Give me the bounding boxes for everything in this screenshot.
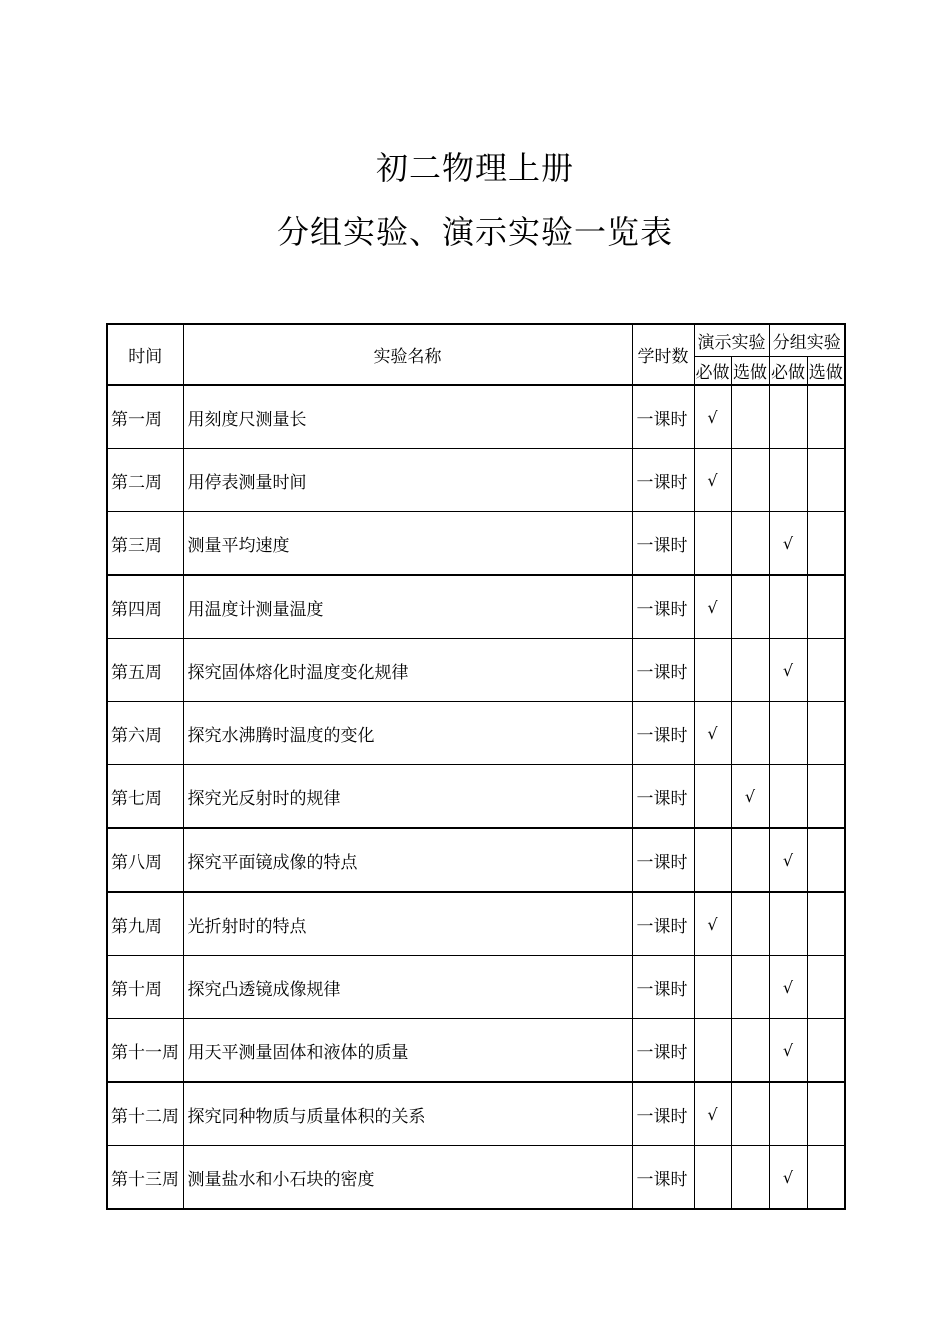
- table-row: [107, 828, 845, 892]
- table-cell-week: 第五周: [107, 639, 183, 702]
- table-cell-group-required: [769, 575, 807, 639]
- table-cell-demo-required: [694, 956, 731, 1019]
- table-cell-demo-required: [694, 828, 731, 892]
- table-cell-group-required: √: [769, 512, 807, 576]
- table-cell-group-optional: [807, 449, 845, 512]
- table-cell-demo-required: [694, 1146, 731, 1210]
- table-cell-group-optional: [807, 1019, 845, 1083]
- table-cell-group-optional: [807, 385, 845, 449]
- table-cell-week: 第十二周: [107, 1082, 183, 1146]
- table-cell-name: 用停表测量时间: [183, 449, 632, 512]
- table-cell-name: 探究光反射时的规律: [183, 765, 632, 829]
- table-cell-demo-required: [694, 765, 731, 829]
- table-cell-demo-required: √: [694, 1082, 731, 1146]
- table-cell-demo-required: √: [694, 892, 731, 956]
- header-group: 分组实验: [769, 324, 845, 357]
- table-row: [107, 575, 845, 639]
- table-cell-name: 探究固体熔化时温度变化规律: [183, 639, 632, 702]
- table-cell-group-optional: [807, 575, 845, 639]
- table-cell-week: 第二周: [107, 449, 183, 512]
- table-cell-name: 测量盐水和小石块的密度: [183, 1146, 632, 1210]
- table-cell-demo-optional: √: [731, 765, 769, 829]
- table-cell-hours: 一课时: [632, 1146, 694, 1210]
- table-cell-week: 第十周: [107, 956, 183, 1019]
- table-cell-demo-required: √: [694, 449, 731, 512]
- table-cell-demo-required: √: [694, 702, 731, 765]
- header-group-required: 必做: [769, 357, 807, 386]
- table-cell-group-optional: [807, 892, 845, 956]
- table-cell-name: 探究水沸腾时温度的变化: [183, 702, 632, 765]
- table-cell-group-required: √: [769, 1019, 807, 1083]
- table-cell-hours: 一课时: [632, 449, 694, 512]
- header-group-optional: 选做: [807, 357, 845, 386]
- table-row: [107, 892, 845, 956]
- table-cell-group-optional: [807, 512, 845, 576]
- table-cell-demo-optional: [731, 449, 769, 512]
- table-cell-demo-required: [694, 512, 731, 576]
- table-cell-demo-optional: [731, 702, 769, 765]
- table-cell-demo-optional: [731, 575, 769, 639]
- header-time: 时间: [107, 324, 183, 385]
- experiment-table: [106, 323, 846, 1210]
- table-row: [107, 449, 845, 512]
- table-cell-demo-optional: [731, 1146, 769, 1210]
- table-cell-hours: 一课时: [632, 828, 694, 892]
- table-row: [107, 765, 845, 829]
- table-row: [107, 1019, 845, 1083]
- table-cell-hours: 一课时: [632, 639, 694, 702]
- table-cell-name: 用刻度尺测量长: [183, 385, 632, 449]
- table-cell-demo-optional: [731, 639, 769, 702]
- table-cell-group-optional: [807, 828, 845, 892]
- table-cell-demo-required: [694, 1019, 731, 1083]
- table-cell-demo-optional: [731, 1082, 769, 1146]
- table-cell-name: 测量平均速度: [183, 512, 632, 576]
- page-subtitle: 分组实验、演示实验一览表: [276, 213, 673, 251]
- table-row: [107, 956, 845, 1019]
- table-cell-week: 第八周: [107, 828, 183, 892]
- table-cell-name: 用温度计测量温度: [183, 575, 632, 639]
- table-cell-week: 第七周: [107, 765, 183, 829]
- table-cell-group-required: [769, 385, 807, 449]
- table-cell-name: 光折射时的特点: [183, 892, 632, 956]
- table-cell-group-optional: [807, 702, 845, 765]
- table-cell-name: 探究同种物质与质量体积的关系: [183, 1082, 632, 1146]
- page-title: 初二物理上册: [375, 149, 574, 187]
- table-cell-demo-required: [694, 639, 731, 702]
- table-cell-group-optional: [807, 1146, 845, 1210]
- table-cell-demo-optional: [731, 956, 769, 1019]
- table-cell-group-required: √: [769, 639, 807, 702]
- table-cell-name: 探究平面镜成像的特点: [183, 828, 632, 892]
- table-cell-hours: 一课时: [632, 512, 694, 576]
- table-cell-group-required: [769, 1082, 807, 1146]
- table-cell-week: 第六周: [107, 702, 183, 765]
- header-name: 实验名称: [183, 324, 632, 385]
- table-cell-demo-required: √: [694, 575, 731, 639]
- table-cell-group-optional: [807, 1082, 845, 1146]
- table-cell-demo-optional: [731, 1019, 769, 1083]
- header-demo-required: 必做: [694, 357, 731, 386]
- table-cell-hours: 一课时: [632, 892, 694, 956]
- table-cell-week: 第十一周: [107, 1019, 183, 1083]
- table-cell-hours: 一课时: [632, 575, 694, 639]
- header-demo-optional: 选做: [731, 357, 769, 386]
- table-cell-week: 第一周: [107, 385, 183, 449]
- table-cell-hours: 一课时: [632, 702, 694, 765]
- table-cell-group-required: √: [769, 1146, 807, 1210]
- table-cell-group-required: [769, 449, 807, 512]
- table-cell-hours: 一课时: [632, 1019, 694, 1083]
- table-cell-group-optional: [807, 765, 845, 829]
- table-cell-demo-optional: [731, 892, 769, 956]
- table-cell-group-required: [769, 765, 807, 829]
- table-cell-name: 探究凸透镜成像规律: [183, 956, 632, 1019]
- table-cell-demo-optional: [731, 828, 769, 892]
- header-hours: 学时数: [632, 324, 694, 385]
- table-cell-week: 第四周: [107, 575, 183, 639]
- table-cell-demo-required: √: [694, 385, 731, 449]
- table-row: [107, 385, 845, 449]
- table-cell-group-required: √: [769, 828, 807, 892]
- table-cell-week: 第三周: [107, 512, 183, 576]
- table-row: [107, 512, 845, 576]
- table-cell-hours: 一课时: [632, 956, 694, 1019]
- header-demo: 演示实验: [694, 324, 769, 357]
- table-cell-group-required: √: [769, 956, 807, 1019]
- table-row: [107, 639, 845, 702]
- table-cell-group-required: [769, 892, 807, 956]
- table-cell-demo-optional: [731, 385, 769, 449]
- table-row: [107, 1146, 845, 1210]
- table-cell-hours: 一课时: [632, 385, 694, 449]
- table-row: [107, 1082, 845, 1146]
- table-cell-demo-optional: [731, 512, 769, 576]
- table-cell-week: 第九周: [107, 892, 183, 956]
- table-cell-group-optional: [807, 639, 845, 702]
- table-cell-group-optional: [807, 956, 845, 1019]
- table-cell-name: 用天平测量固体和液体的质量: [183, 1019, 632, 1083]
- table-row: [107, 702, 845, 765]
- table-cell-hours: 一课时: [632, 765, 694, 829]
- table-cell-group-required: [769, 702, 807, 765]
- table-cell-week: 第十三周: [107, 1146, 183, 1210]
- table-cell-hours: 一课时: [632, 1082, 694, 1146]
